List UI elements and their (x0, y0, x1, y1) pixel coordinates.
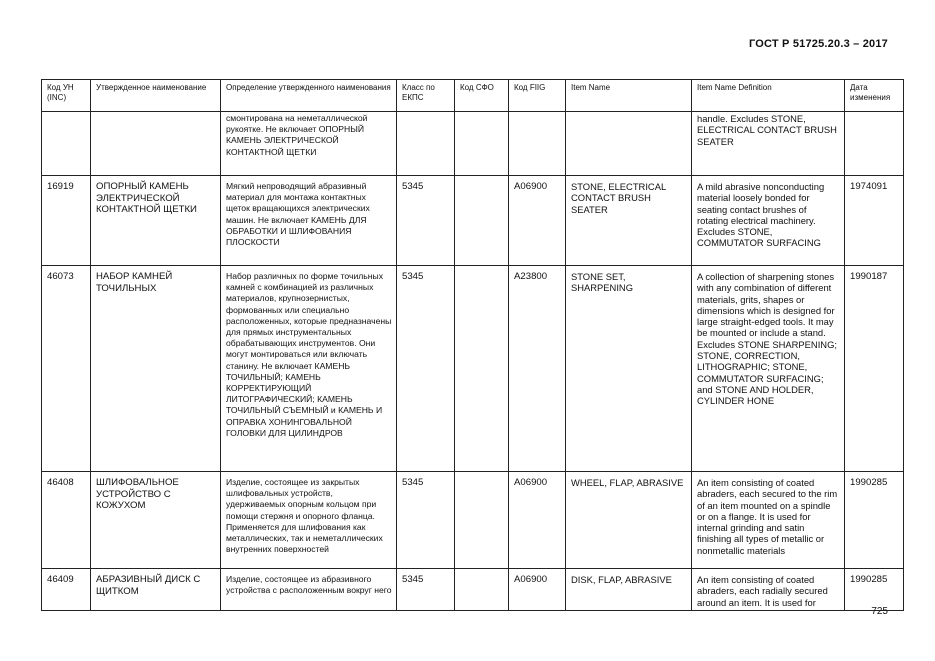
cell-name-ru: ОПОРНЫЙ КАМЕНЬ ЭЛЕКТРИЧЕСКОЙ КОНТАКТНОЙ ЩЕТКИ (91, 176, 221, 266)
cell-definition-ru: Изделие, состоящее из абразивного устройства с расположенным вокруг него (221, 569, 397, 611)
column-header-sfo: Код СФО (455, 80, 509, 112)
column-header-item-definition: Item Name Definition (692, 80, 845, 112)
cell-item-definition: A collection of sharpening stones with any combination of different materials, grits, shapes or dimensions which is designed for large straight-edged tools. It may be mounted or include a stand. Excludes STONE SHARPENING; STONE, CORRECTION, LITHOGRAPHIC; STONE, COMMUTATOR SURFACING; and STONE AND HOLDER, CYLINDER HONE (692, 266, 845, 472)
cell-class: 5345 (397, 176, 455, 266)
cell-date: 1990187 (845, 266, 904, 472)
catalog-table (41, 79, 904, 611)
cell-fiig: A23800 (509, 266, 566, 472)
cell-item-definition: handle. Excludes STONE, ELECTRICAL CONTACT BRUSH SEATER (692, 112, 845, 176)
cell-inc: 16919 (42, 176, 91, 266)
cell-definition-ru: смонтирована на неметаллической рукоятке. Не включает ОПОРНЫЙ КАМЕНЬ ЭЛЕКТРИЧЕСКОЙ КОНТАКТНОЙ ЩЕТКИ (221, 112, 397, 176)
cell-item-name: STONE SET, SHARPENING (566, 266, 692, 472)
cell-class (397, 112, 455, 176)
cell-item-name: WHEEL, FLAP, ABRASIVE (566, 472, 692, 569)
document-standard-header: ГОСТ Р 51725.20.3 – 2017 (748, 38, 888, 50)
cell-sfo (455, 472, 509, 569)
cell-class: 5345 (397, 266, 455, 472)
cell-date (845, 112, 904, 176)
cell-date: 1990285 (845, 569, 904, 611)
cell-fiig: A06900 (509, 472, 566, 569)
cell-sfo (455, 112, 509, 176)
column-header-item-name: Item Name (566, 80, 692, 112)
cell-sfo (455, 569, 509, 611)
cell-inc: 46408 (42, 472, 91, 569)
cell-inc: 46409 (42, 569, 91, 611)
cell-class: 5345 (397, 569, 455, 611)
page-number: 725 (871, 606, 888, 617)
cell-class: 5345 (397, 472, 455, 569)
column-header-name-ru: Утвержденное наименование (91, 80, 221, 112)
cell-definition-ru: Изделие, состоящее из закрытых шлифовальных устройств, удерживаемых опорным кольцом при помощи стержня и опорного фланца. Применяется для шлифования как металлических, так и неметаллических внутренних поверхностей (221, 472, 397, 569)
column-header-fiig: Код FIIG (509, 80, 566, 112)
cell-sfo (455, 266, 509, 472)
cell-sfo (455, 176, 509, 266)
cell-item-name: STONE, ELECTRICAL CONTACT BRUSH SEATER (566, 176, 692, 266)
cell-inc (42, 112, 91, 176)
column-header-inc: Код УН (INC) (42, 80, 91, 112)
cell-item-name (566, 112, 692, 176)
cell-name-ru (91, 112, 221, 176)
cell-fiig (509, 112, 566, 176)
cell-definition-ru: Мягкий непроводящий абразивный материал для монтажа контактных щеток вращающихся электрических машин. Не включает КАМЕНЬ ДЛЯ ОБРАБОТКИ И ШЛИФОВАНИЯ ПЛОСКОСТИ (221, 176, 397, 266)
cell-inc: 46073 (42, 266, 91, 472)
cell-name-ru: НАБОР КАМНЕЙ ТОЧИЛЬНЫХ (91, 266, 221, 472)
cell-item-definition: An item consisting of coated abraders, each secured to the rim of an item mounted on a spindle or on a flange. It is used for internal grinding and satin finishing all types of metallic or nonmetallic materials (692, 472, 845, 569)
column-header-definition-ru: Определение утвержденного наименования (221, 80, 397, 112)
cell-definition-ru: Набор различных по форме точильных камней с комбинацией из различных материалов, крупнозернистых, формованных или специально расположенных, которые предназначены для прямых инструментальных обрабатывающих инструментов. Они могут монтироваться или включать станину. Не включает КАМЕНЬ ТОЧИЛЬНЫЙ; КАМЕНЬ КОРРЕКТИРУЮЩИЙ ЛИТОГРАФИЧЕСКИЙ; КАМЕНЬ ТОЧИЛЬНЫЙ СЪЕМНЫЙ и КАМЕНЬ И ОПРАВКА ХОНИНГОВАЛЬНОЙ ГОЛОВКИ ДЛЯ ЦИЛИНДРОВ (221, 266, 397, 472)
table-row (42, 112, 904, 176)
cell-fiig: A06900 (509, 569, 566, 611)
cell-date: 1974091 (845, 176, 904, 266)
table-header-row (42, 80, 904, 112)
table-row (42, 569, 904, 611)
table-row (42, 472, 904, 569)
table-row (42, 176, 904, 266)
cell-name-ru: АБРАЗИВНЫЙ ДИСК С ЩИТКОМ (91, 569, 221, 611)
cell-fiig: A06900 (509, 176, 566, 266)
cell-date: 1990285 (845, 472, 904, 569)
cell-item-name: DISK, FLAP, ABRASIVE (566, 569, 692, 611)
cell-item-definition: An item consisting of coated abraders, each radially secured around an item. It is used for (692, 569, 845, 611)
cell-name-ru: ШЛИФОВАЛЬНОЕ УСТРОЙСТВО С КОЖУХОМ (91, 472, 221, 569)
cell-item-definition: A mild abrasive nonconducting material loosely bonded for seating contact brushes of rotating electrical machinery. Excludes STONE, COMMUTATOR SURFACING (692, 176, 845, 266)
column-header-date: Дата изменения (845, 80, 904, 112)
column-header-class: Класс по ЕКПС (397, 80, 455, 112)
table-row (42, 266, 904, 472)
